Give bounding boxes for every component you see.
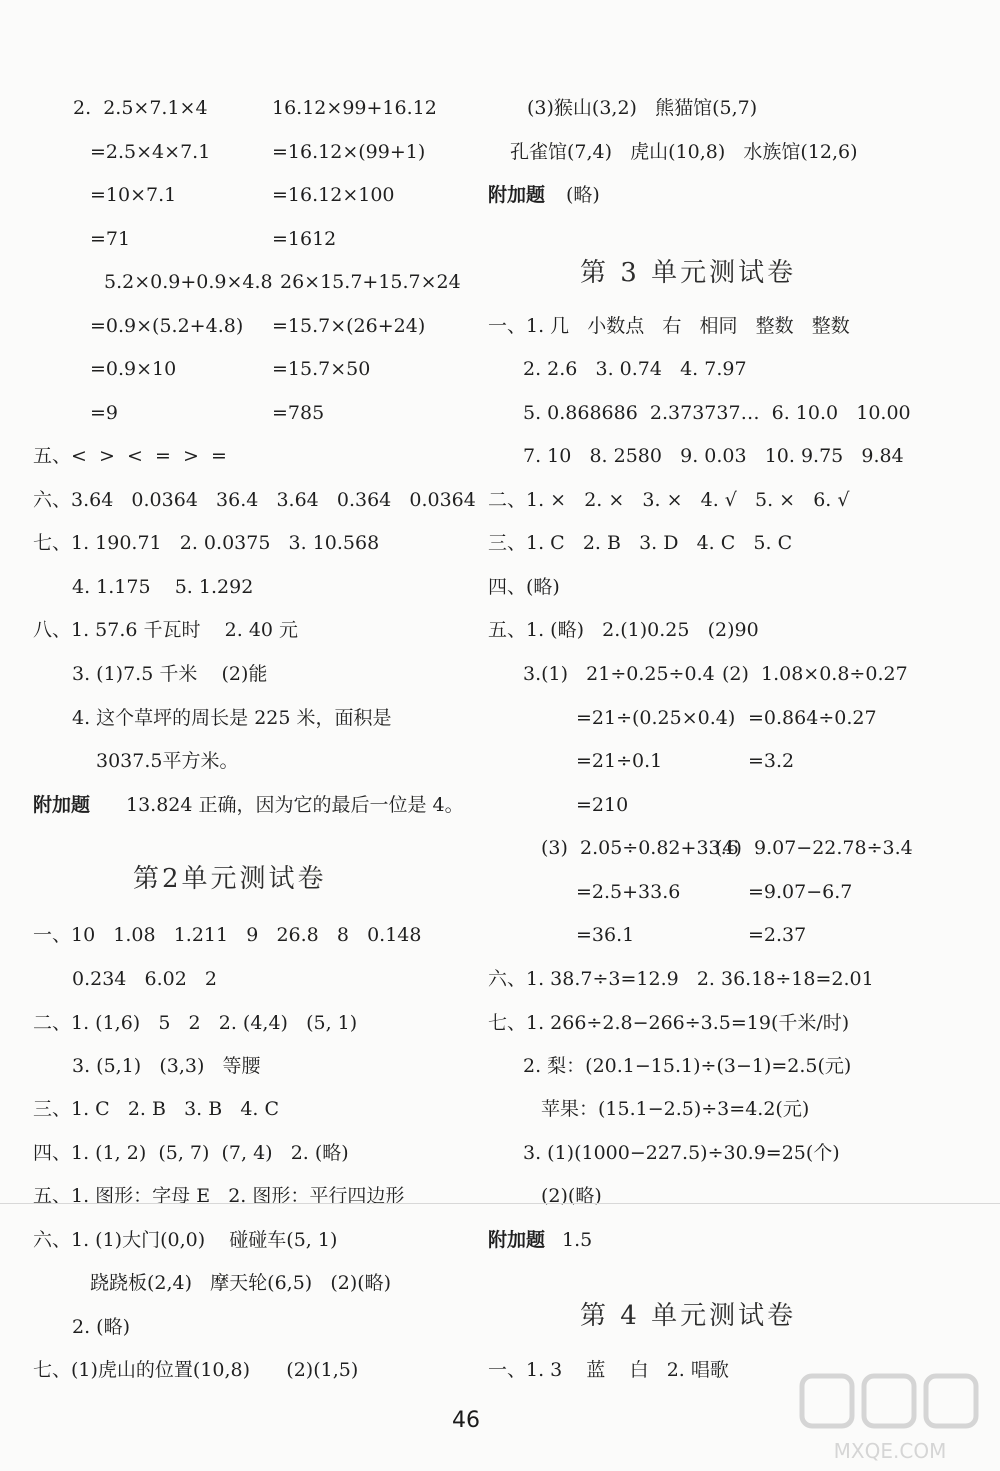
answer-line: =71 — [90, 228, 131, 250]
answer-line: =0.864÷0.27 — [748, 707, 877, 729]
answer-line: (3) 2.05÷0.82+33.6 — [541, 837, 739, 859]
answer-line: 一、1. 几 小数点 右 相同 整数 整数 — [488, 315, 850, 337]
answer-line: 五、< > < = > = — [33, 445, 227, 467]
answer-line: =15.7×50 — [272, 358, 371, 380]
answer-line: =16.12×100 — [272, 184, 395, 206]
answer-line: 跷跷板(2,4) 摩天轮(6,5) (2)(略) — [90, 1272, 392, 1294]
section-heading: 第 4 单元测试卷 — [580, 1301, 797, 1331]
answer-line: 2. 2.6 3. 0.74 4. 7.97 — [523, 358, 747, 380]
answer-line: 七、1. 190.71 2. 0.0375 3. 10.568 — [33, 532, 380, 554]
answer-line: =9 — [90, 402, 119, 424]
answer-line: 2. 梨：(20.1−15.1)÷(3−1)=2.5(元) — [523, 1055, 852, 1077]
answer-line: =36.1 — [576, 924, 635, 946]
answer-line: 一、1. 3 蓝 白 2. 唱歌 — [488, 1359, 729, 1381]
answer-line: 四、(略) — [488, 576, 560, 598]
answer-line: 5.2×0.9+0.9×4.8 — [104, 271, 273, 293]
answer-line: 二、1. (1,6) 5 2 2. (4,4) (5, 1) — [33, 1012, 358, 1034]
answer-line: 三、1. C 2. B 3. D 4. C 5. C — [488, 532, 793, 554]
answer-line: 2. 2.5×7.1×4 — [73, 97, 208, 119]
answer-line: 3037.5平方米。 — [96, 750, 239, 772]
answer-line: =15.7×(26+24) — [272, 315, 426, 337]
watermark-text: MXQE.COM — [833, 1439, 947, 1463]
page-fold-line — [0, 1203, 1000, 1204]
answer-line: 3. (5,1) (3,3) 等腰 — [72, 1055, 261, 1077]
bonus-label: 附加题 — [33, 794, 91, 816]
section-heading: 第 3 单元测试卷 — [580, 258, 797, 288]
answer-line: 七、(1)虎山的位置(10,8) (2)(1,5) — [33, 1359, 359, 1381]
answer-line: 13.824 正确，因为它的最后一位是 4。 — [126, 794, 464, 816]
answer-line: =21÷(0.25×0.4) — [576, 707, 736, 729]
bonus-label: 附加题 — [488, 184, 546, 206]
answer-line: =210 — [576, 794, 629, 816]
section-heading: 第2单元测试卷 — [133, 864, 327, 894]
answer-line: 苹果：(15.1−2.5)÷3=4.2(元) — [541, 1098, 810, 1120]
page-number: 46 — [452, 1408, 480, 1433]
answer-line: =0.9×(5.2+4.8) — [90, 315, 244, 337]
answer-line: 26×15.7+15.7×24 — [280, 271, 461, 293]
answer-line: 六、3.64 0.0364 36.4 3.64 0.364 0.0364 — [33, 489, 476, 511]
answer-line: =785 — [272, 402, 325, 424]
answer-line: 4. 这个草坪的周长是 225 米，面积是 — [72, 707, 392, 729]
answer-line: (2) 1.08×0.8÷0.27 — [722, 663, 908, 685]
answer-line: 5. 0.868686 2.373737… 6. 10.0 10.00 — [523, 402, 911, 424]
answer-line: 六、1. 38.7÷3=12.9 2. 36.18÷18=2.01 — [488, 968, 874, 990]
answer-line: 一、10 1.08 1.211 9 26.8 8 0.148 — [33, 924, 422, 946]
answer-line: =2.5+33.6 — [576, 881, 681, 903]
answer-line: =3.2 — [748, 750, 795, 772]
answer-line: =21÷0.1 — [576, 750, 663, 772]
answer-line: 五、1. (略) 2.(1)0.25 (2)90 — [488, 619, 759, 641]
answer-line: 四、1. (1, 2) (5, 7) (7, 4) 2. (略) — [33, 1142, 349, 1164]
bonus-label: 附加题 — [488, 1229, 546, 1251]
answer-line: 三、1. C 2. B 3. B 4. C — [33, 1098, 280, 1120]
answer-line: 16.12×99+16.12 — [272, 97, 437, 119]
answer-line: (4) 9.07−22.78÷3.4 — [715, 837, 913, 859]
answer-line: (2)(略) — [541, 1185, 602, 1207]
answer-line: 六、1. (1)大门(0,0) 碰碰车(5, 1) — [33, 1229, 338, 1251]
answer-line: =1612 — [272, 228, 337, 250]
answer-line: (略) — [566, 184, 600, 206]
left-column — [0, 0, 480, 1471]
answer-line: 3. (1)(1000−227.5)÷30.9=25(个) — [523, 1142, 840, 1164]
answer-line: 八、1. 57.6 千瓦时 2. 40 元 — [33, 619, 299, 641]
answer-line: 1.5 — [562, 1229, 593, 1251]
right-column — [480, 0, 1000, 1471]
answer-line: (3)猴山(3,2) 熊猫馆(5,7) — [527, 97, 758, 119]
answer-line: 3.(1) 21÷0.25÷0.4 — [523, 663, 715, 685]
answer-line: 4. 1.175 5. 1.292 — [72, 576, 254, 598]
answer-line: =0.9×10 — [90, 358, 177, 380]
answer-line: 2. (略) — [72, 1316, 130, 1338]
answer-line: 7. 10 8. 2580 9. 0.03 10. 9.75 9.84 — [523, 445, 904, 467]
answer-line: 孔雀馆(7,4) 虎山(10,8) 水族馆(12,6) — [510, 141, 858, 163]
answer-line: =2.37 — [748, 924, 807, 946]
answer-line: 3. (1)7.5 千米 (2)能 — [72, 663, 268, 685]
answer-line: 0.234 6.02 2 — [72, 968, 218, 990]
answer-line: 七、1. 266÷2.8−266÷3.5=19(千米/时) — [488, 1012, 850, 1034]
watermark-logo-icon — [798, 1370, 993, 1465]
answer-line: =10×7.1 — [90, 184, 177, 206]
answer-line: 五、1. 图形：字母 E 2. 图形：平行四边形 — [33, 1185, 405, 1207]
answer-line: =9.07−6.7 — [748, 881, 853, 903]
answer-line: =16.12×(99+1) — [272, 141, 426, 163]
answer-line: 二、1. × 2. × 3. × 4. √ 5. × 6. √ — [488, 489, 850, 511]
answer-line: =2.5×4×7.1 — [90, 141, 211, 163]
